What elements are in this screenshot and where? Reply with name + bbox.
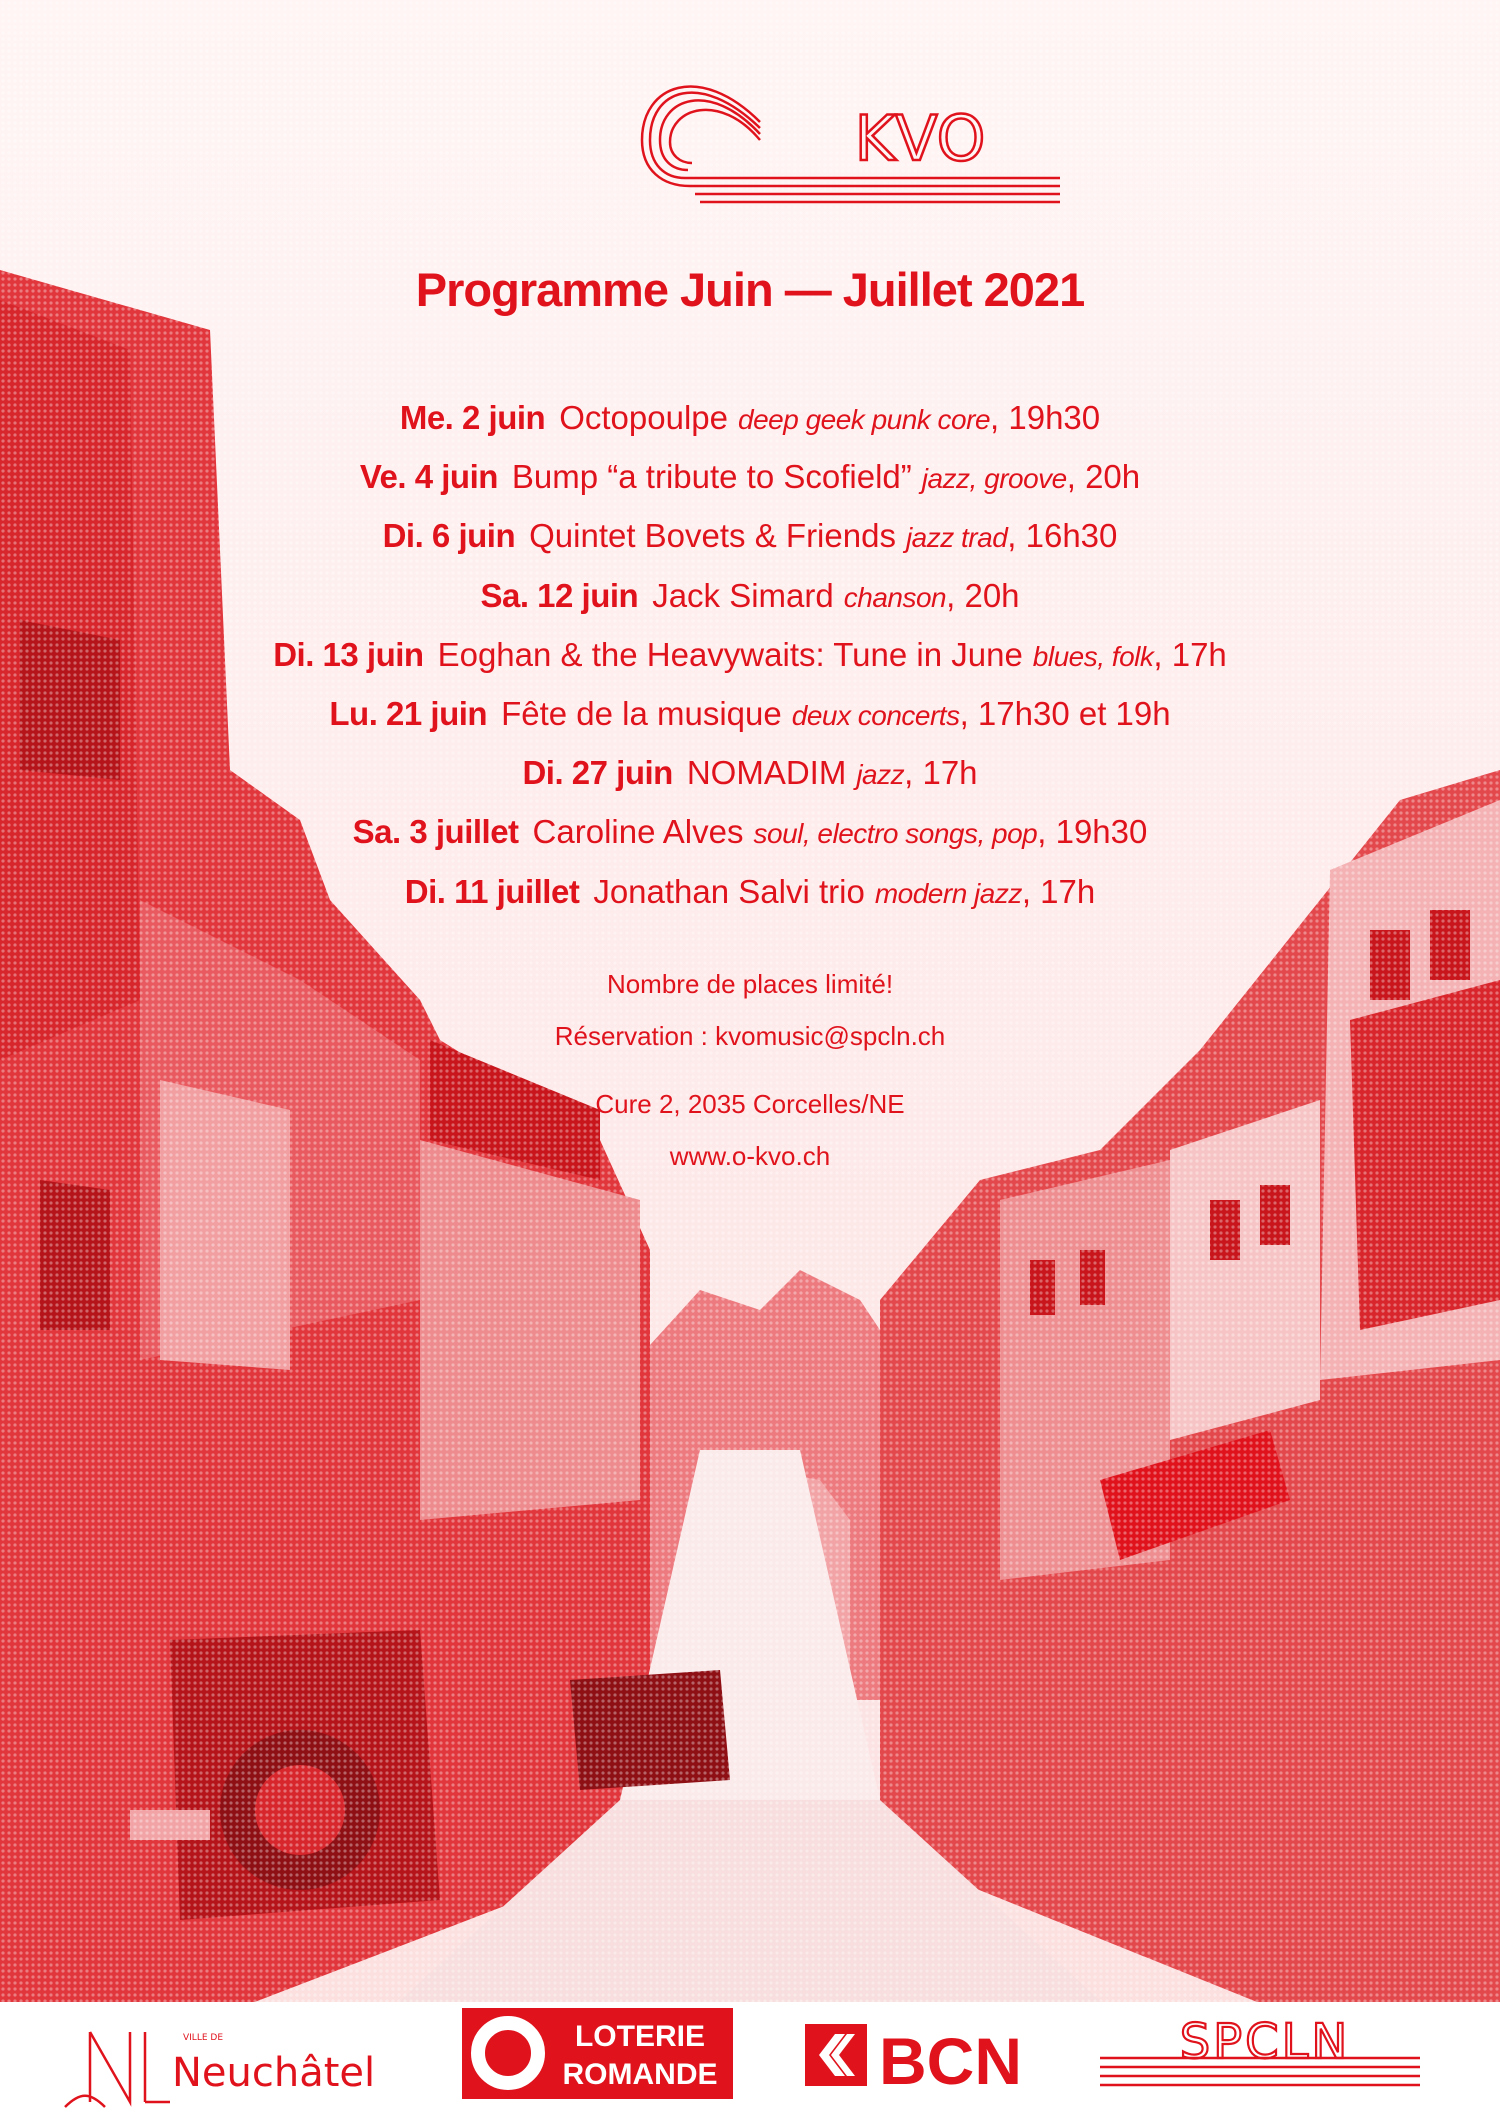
event-artist: Bump “a tribute to Scofield” <box>511 458 912 496</box>
neuchatel-small-text: VILLE DE <box>183 2033 224 2043</box>
event-row <box>0 862 1500 921</box>
event-style: soul, electro songs, pop <box>753 818 1038 850</box>
event-time: , 17h30 et 19h <box>959 694 1171 732</box>
event-style: modern jazz <box>874 877 1022 909</box>
event-date: Di. 27 juin <box>522 754 673 792</box>
loterie-romande-logo <box>462 2008 733 2099</box>
spcln-logo <box>1100 2014 1420 2099</box>
kvo-logo-text: KVO <box>854 102 986 175</box>
event-row <box>0 684 1500 743</box>
event-date: Sa. 3 juillet <box>352 813 519 851</box>
event-row <box>0 802 1500 861</box>
event-row <box>0 743 1500 802</box>
event-date: Di. 6 juin <box>382 517 516 555</box>
neuchatel-text: Neuchâtel <box>172 2050 376 2096</box>
event-style: chanson <box>843 581 947 613</box>
event-time: , 17h <box>1153 635 1227 673</box>
event-time: , 17h <box>904 754 978 792</box>
event-style: deep geek punk core <box>738 404 991 435</box>
venue-address: Cure 2, 2035 Corcelles/NE <box>595 1089 905 1119</box>
info-block <box>0 958 1500 1182</box>
event-style: jazz trad <box>905 522 1008 554</box>
event-time: , 16h30 <box>1007 517 1118 555</box>
event-artist: Eoghan & the Heavywaits: Tune in June <box>437 635 1023 673</box>
loterie-line2: ROMANDE <box>562 2058 718 2091</box>
event-row <box>0 566 1500 625</box>
event-artist: NOMADIM <box>686 754 847 792</box>
event-date: Sa. 12 juin <box>480 576 639 614</box>
reservation-email[interactable]: Réservation : kvomusic@spcln.ch <box>554 1021 946 1051</box>
event-row <box>0 388 1500 447</box>
loterie-line1: LOTERIE <box>574 2020 706 2053</box>
event-artist: Quintet Bovets & Friends <box>529 517 896 555</box>
kvo-logo <box>640 70 1060 210</box>
event-style: deux concerts <box>791 699 960 731</box>
ville-de-neuchatel-logo <box>60 2012 410 2112</box>
spcln-text: SPCLN <box>1179 2014 1351 2070</box>
sponsor-footer <box>0 2002 1500 2119</box>
event-style: jazz, groove <box>921 463 1067 495</box>
event-date: Ve. 4 juin <box>359 458 498 496</box>
event-row <box>0 506 1500 565</box>
website-link[interactable]: www.o-kvo.ch <box>669 1141 831 1171</box>
event-time: , 20h <box>1066 458 1141 496</box>
page-title: Programme Juin — Juillet 2021 <box>415 263 1085 316</box>
event-time: , 19h30 <box>1037 813 1148 851</box>
event-date: Lu. 21 juin <box>329 694 488 732</box>
event-row <box>0 625 1500 684</box>
event-time: , 17h <box>1021 872 1096 910</box>
event-list <box>0 388 1500 921</box>
event-date: Di. 11 juillet <box>404 872 580 910</box>
bcn-text: BCN <box>879 2024 1022 2098</box>
event-row <box>0 447 1500 506</box>
event-artist: Fête de la musique <box>501 694 782 732</box>
event-date: Me. 2 juin <box>399 399 546 436</box>
event-artist: Jonathan Salvi trio <box>593 872 865 910</box>
event-artist: Jack Simard <box>652 576 834 614</box>
event-style: jazz <box>856 759 905 791</box>
event-time: , 20h <box>946 576 1020 614</box>
event-artist: Caroline Alves <box>532 813 744 851</box>
event-artist: Octopoulpe <box>559 399 728 436</box>
bcn-logo <box>805 2010 1045 2100</box>
event-date: Di. 13 juin <box>273 635 424 673</box>
event-style: blues, folk <box>1032 640 1154 672</box>
places-notice: Nombre de places limité! <box>606 969 894 999</box>
event-time: , 19h30 <box>990 399 1101 436</box>
